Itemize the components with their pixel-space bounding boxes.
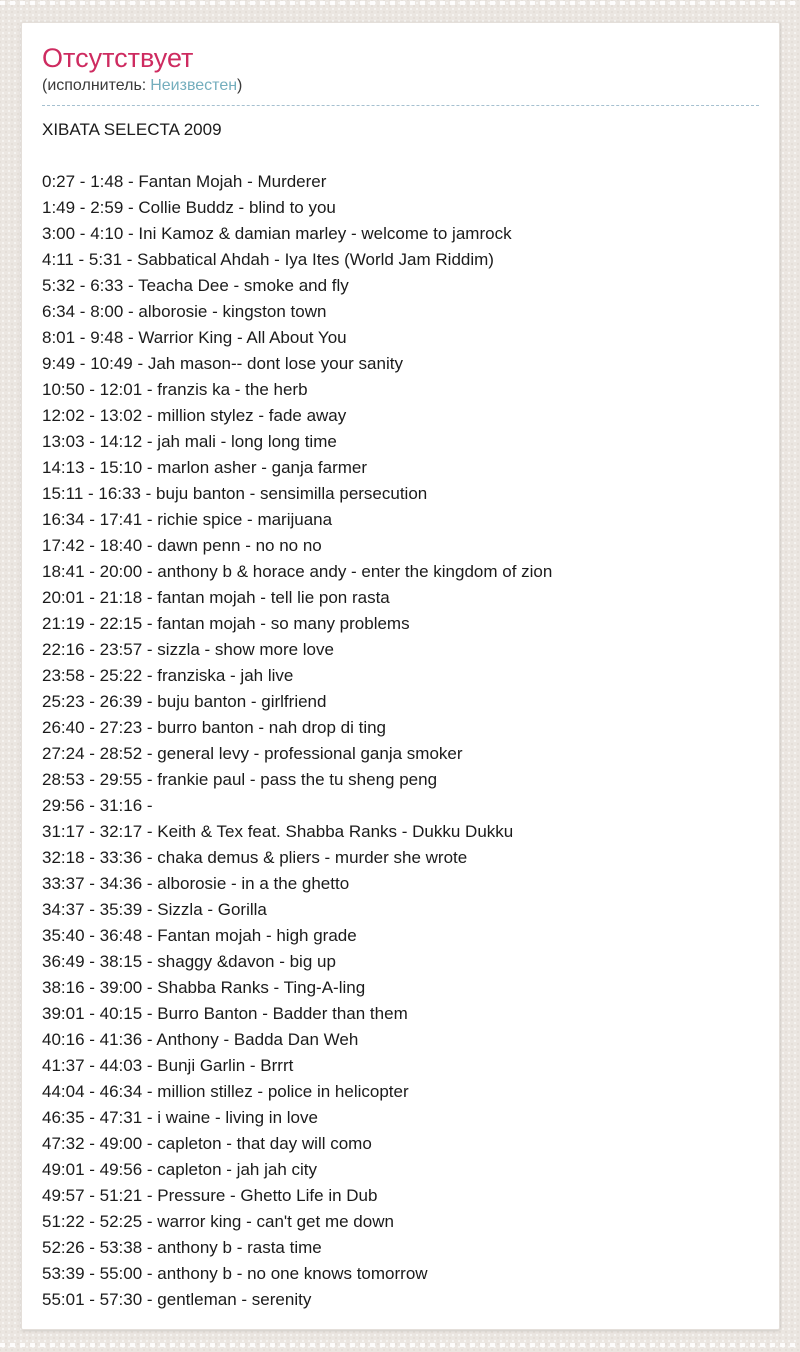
track-line: 29:56 - 31:16 - — [42, 796, 153, 815]
artist-link[interactable]: Неизвестен — [150, 77, 238, 94]
track-line: 36:49 - 38:15 - shaggy &davon - big up — [42, 952, 336, 971]
track-line: 16:34 - 17:41 - richie spice - marijuana — [42, 510, 333, 529]
track-line: 18:41 - 20:00 - anthony b & horace andy - enter the kingdom of zion — [42, 562, 553, 581]
artist-suffix: ) — [237, 77, 243, 94]
track-line: 55:01 - 57:30 - gentleman - serenity — [42, 1290, 312, 1309]
track-line: 6:34 - 8:00 - alborosie - kingston town — [42, 302, 327, 321]
blank-line — [42, 143, 759, 169]
track-line: 23:58 - 25:22 - franziska - jah live — [42, 666, 294, 685]
track-line: 53:39 - 55:00 - anthony b - no one knows tomorrow — [42, 1264, 428, 1283]
track-line: 8:01 - 9:48 - Warrior King - All About You — [42, 328, 347, 347]
track-line: 26:40 - 27:23 - burro banton - nah drop di ting — [42, 718, 387, 737]
track-line: 35:40 - 36:48 - Fantan mojah - high grade — [42, 926, 357, 945]
track-line: 31:17 - 32:17 - Keith & Tex feat. Shabba Ranks - Dukku Dukku — [42, 822, 514, 841]
track-line: 21:19 - 22:15 - fantan mojah - so many problems — [42, 614, 410, 633]
track-line: 34:37 - 35:39 - Sizzla - Gorilla — [42, 900, 267, 919]
track-line: 14:13 - 15:10 - marlon asher - ganja farmer — [42, 458, 368, 477]
track-line: 12:02 - 13:02 - million stylez - fade away — [42, 406, 347, 425]
track-line: 20:01 - 21:18 - fantan mojah - tell lie pon rasta — [42, 588, 390, 607]
track-line: 17:42 - 18:40 - dawn penn - no no no — [42, 536, 322, 555]
track-line: 46:35 - 47:31 - i waine - living in love — [42, 1108, 318, 1127]
album-card — [21, 22, 780, 1330]
track-line: 28:53 - 29:55 - frankie paul - pass the tu sheng peng — [42, 770, 438, 789]
track-line: 22:16 - 23:57 - sizzla - show more love — [42, 640, 334, 659]
track-line: 13:03 - 14:12 - jah mali - long long time — [42, 432, 337, 451]
track-line: 39:01 - 40:15 - Burro Banton - Badder than them — [42, 1004, 408, 1023]
album-header — [42, 43, 759, 106]
playlist-title: XIBATA SELECTA 2009 — [42, 120, 222, 139]
track-line: 3:00 - 4:10 - Ini Kamoz & damian marley - welcome to jamrock — [42, 224, 512, 243]
track-line: 25:23 - 26:39 - buju banton - girlfriend — [42, 692, 327, 711]
track-line: 51:22 - 52:25 - warror king - can't get me down — [42, 1212, 394, 1231]
track-line: 41:37 - 44:03 - Bunji Garlin - Brrrt — [42, 1056, 294, 1075]
track-line: 15:11 - 16:33 - buju banton - sensimilla persecution — [42, 484, 428, 503]
track-line: 49:01 - 49:56 - capleton - jah jah city — [42, 1160, 317, 1179]
track-line: 1:49 - 2:59 - Collie Buddz - blind to you — [42, 198, 336, 217]
page-title: Отсутствует — [42, 43, 194, 73]
track-line: 40:16 - 41:36 - Anthony - Badda Dan Weh — [42, 1030, 359, 1049]
track-line: 9:49 - 10:49 - Jah mason-- dont lose your sanity — [42, 354, 403, 373]
track-line: 5:32 - 6:33 - Teacha Dee - smoke and fly — [42, 276, 349, 295]
track-line: 10:50 - 12:01 - franzis ka - the herb — [42, 380, 308, 399]
playlist — [42, 117, 759, 1313]
artist-line — [42, 75, 759, 96]
track-line: 44:04 - 46:34 - million stillez - police in helicopter — [42, 1082, 409, 1101]
track-line: 27:24 - 28:52 - general levy - professional ganja smoker — [42, 744, 463, 763]
page-texture-top-dashes — [0, 1, 800, 5]
track-line: 4:11 - 5:31 - Sabbatical Ahdah - Iya Ites (World Jam Riddim) — [42, 250, 494, 269]
track-line: 33:37 - 34:36 - alborosie - in a the ghetto — [42, 874, 350, 893]
track-line: 52:26 - 53:38 - anthony b - rasta time — [42, 1238, 322, 1257]
track-line: 47:32 - 49:00 - capleton - that day will como — [42, 1134, 372, 1153]
page-texture-bottom-dashes — [0, 1343, 800, 1347]
track-line: 38:16 - 39:00 - Shabba Ranks - Ting-A-ling — [42, 978, 366, 997]
artist-label: (исполнитель: — [42, 77, 147, 94]
track-line: 49:57 - 51:21 - Pressure - Ghetto Life in Dub — [42, 1186, 378, 1205]
track-line: 32:18 - 33:36 - chaka demus & pliers - murder she wrote — [42, 848, 468, 867]
track-line: 0:27 - 1:48 - Fantan Mojah - Murderer — [42, 172, 327, 191]
